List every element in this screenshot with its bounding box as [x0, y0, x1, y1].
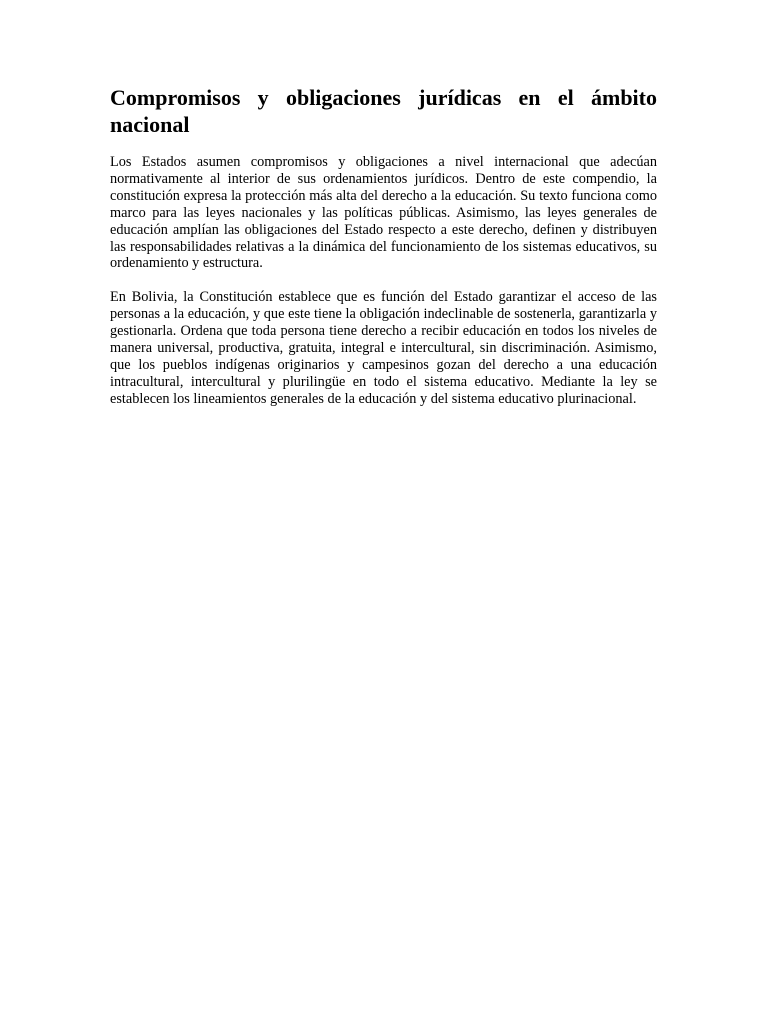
paragraph-2: En Bolivia, la Constitución establece que es función del Estado garantizar el acceso de las personas a la educación, y que este tiene la obligación indeclinable de sostenerla, garantizarla y gestionarla. Ordena que toda persona tiene derecho a recibir educación en todos los niveles de manera universal, productiva, gratuita, integral e intercultural, sin discriminación. Asimismo, que los pueblos indígenas originarios y campesinos gozan del derecho a una educación intracultural, intercultural y plurilingüe en todo el sistema educativo. Mediante la ley se establecen los lineamientos generales de la educación y del sistema educativo plurinacional.: [110, 289, 657, 407]
paragraph-1: Los Estados asumen compromisos y obligaciones a nivel internacional que adecúan normativamente al interior de sus ordenamientos jurídicos. Dentro de este compendio, la constitución expresa la protección más alta del derecho a la educación. Su texto funciona como marco para las leyes nacionales y las políticas públicas. Asimismo, las leyes generales de educación amplían las obligaciones del Estado respecto a este derecho, definen y distribuyen las responsabilidades relativas a la dinámica del funcionamiento de los sistemas educativos, su ordenamiento y estructura.: [110, 154, 657, 272]
document-title: Compromisos y obligaciones jurídicas en el ámbito nacional: [110, 85, 657, 137]
document-page: [110, 84, 657, 425]
